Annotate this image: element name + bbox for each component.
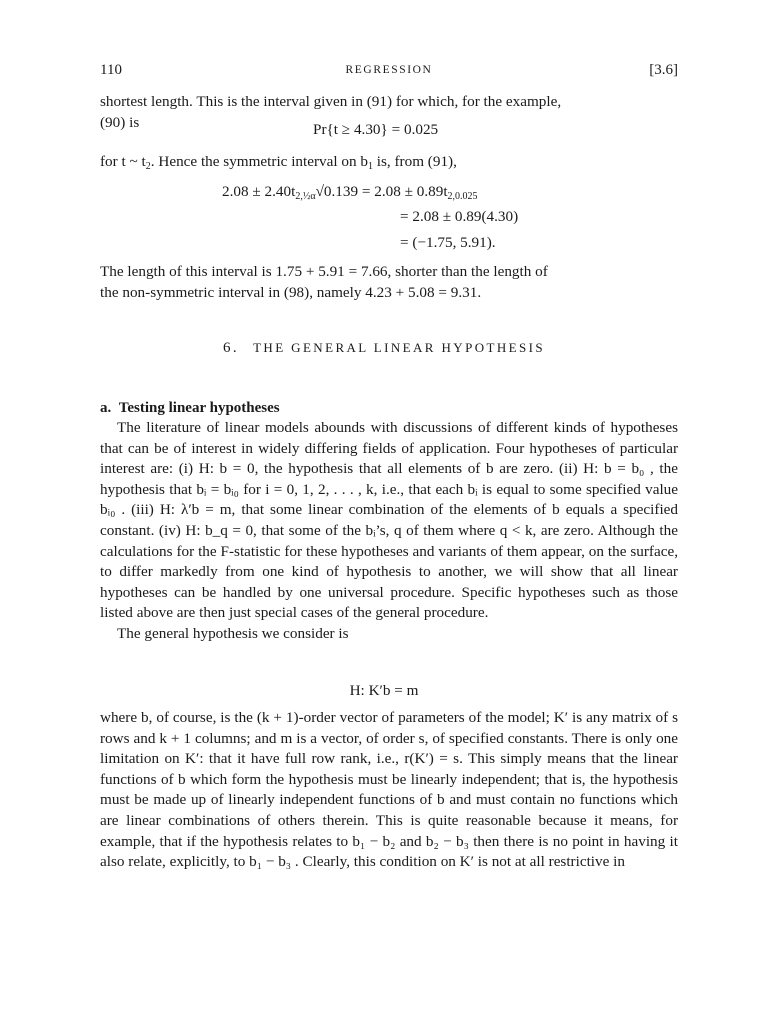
equation-term: 2.08 ± 2.40t: [222, 183, 296, 200]
subscript: 2,½α: [295, 191, 316, 202]
subsection-label: a.: [100, 400, 112, 416]
running-header: [100, 62, 678, 84]
interval-equation-row-2: = 2.08 ± 0.89(4.30): [400, 208, 519, 225]
text-line: (90) is: [100, 113, 140, 131]
text-fragment: . Hence the symmetric interval on b: [150, 153, 368, 170]
text-line-for-t: [100, 152, 678, 178]
subscript: 2,0.025: [447, 191, 478, 202]
section-heading: [0, 340, 768, 357]
equation-sqrt: √0.139: [315, 183, 359, 200]
paragraph: The general hypothesis we consider is: [117, 624, 349, 642]
section-title: THE GENERAL LINEAR HYPOTHESIS: [253, 340, 545, 355]
body-paragraph-continued: [100, 708, 678, 873]
paragraph: where b, of course, is the (k + 1)-order vector of parameters of the model; K′ is any matrix of s rows and k + 1 columns; and m is a vector, of order s, of specified constants. There is only one limitation on K′: that it have full row rank, i.e., r(K′) = s. This simply means that the linear functions of b which form the hypothesis must be linearly independent; that is, the hypothesis must be made up of linearly independent functions of b and must contain no functions which are linear combinations of others therein. This is quite reasonable because it means, for example, that if the hypothesis relates to b₁ − b₂ and b₂ − b₃ then there is no point in having it also relate, explicitly, to b₁ − b₃ . Clearly, this condition on K′ is not at all restrictive in: [100, 709, 678, 871]
text-line: The length of this interval is 1.75 + 5.91 = 7.66, shorter than the length of: [100, 263, 548, 280]
general-hypothesis-equation: H: K′b = m: [349, 682, 419, 699]
interval-equation-row-3: = (−1.75, 5.91).: [400, 234, 496, 251]
after-interval-text: [100, 262, 678, 303]
equation-term: = 2.08 ± 0.89t: [361, 183, 448, 200]
body-paragraphs: [100, 418, 678, 645]
section-reference: [3.6]: [649, 62, 678, 78]
text-line: the non-symmetric interval in (98), namely 4.23 + 5.08 = 9.31.: [100, 283, 482, 301]
subscript: 1: [367, 161, 373, 172]
running-title: REGRESSION: [345, 64, 433, 76]
probability-equation: Pr{t ≥ 4.30} = 0.025: [313, 121, 439, 138]
section-number: 6.: [223, 340, 240, 356]
text-line: shortest length. This is the interval given in (91) for which, for the example,: [100, 93, 562, 110]
paragraph: The literature of linear models abounds with discussions of different kinds of hypotheses that can be of interest in widely differing fields of application. Four hypotheses of particular interest are: (i) H: b = 0, the hypothesis that all elements of b are zero. (ii) H: b = b₀ , the hypothesis that bᵢ = bᵢ₀ for i = 0, 1, 2, . . . , k, i.e., that each bᵢ is equal to some specified value bᵢ₀ . (iii) H: λ′b = m, that some linear combination of the elements of b equals a specified constant. (iv) H: b_q = 0, that some of the bᵢ’s, q of them where q < k, are zero. Although the calculations for the F-statistic for these hypotheses and variants of them appear, on the surface, to differ markedly from one kind of hypothesis to another, we will show that all linear hypotheses can be handled by one universal procedure. Specific hypotheses such as those listed above are then just special cases of the general procedure.: [100, 419, 678, 622]
subsection-heading: [100, 400, 280, 417]
subsection-title: Testing linear hypotheses: [118, 400, 280, 416]
subscript: 2: [145, 161, 151, 172]
text-fragment: is, from (91),: [372, 153, 457, 170]
interval-equation-row-1: [222, 183, 478, 202]
text-fragment: for t ~ t: [100, 153, 146, 170]
page-number: 110: [100, 62, 122, 78]
